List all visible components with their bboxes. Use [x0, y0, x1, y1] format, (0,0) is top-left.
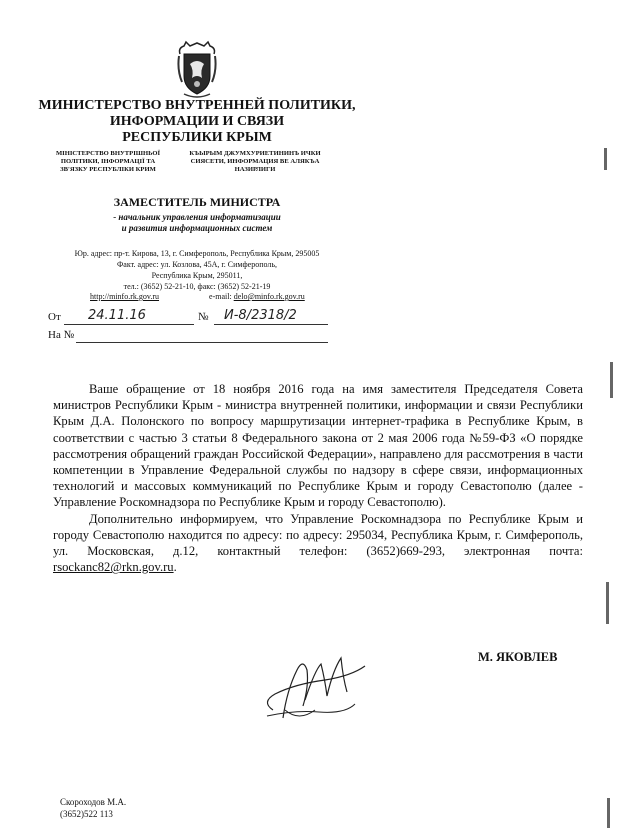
na-underline [76, 342, 328, 343]
address-line: Юр. адрес: пр-т. Кирова, 13, г. Симферополь, Республика Крым, 295005 [74, 249, 320, 258]
ministry-ua-line: ЗВ'ЯЗКУ РЕСПУБЛІКИ КРИМ [60, 166, 156, 173]
scan-margin-mark [606, 582, 609, 624]
ministry-crh-line: СИЯСЕТИ, ИНФОРМАЦИЯ ВЕ АЛЯКЪА [190, 158, 320, 165]
executor-info [60, 796, 126, 820]
ministry-ua-line: ПОЛІТИКИ, ІНФОРМАЦІЇ ТА [60, 158, 156, 165]
ministry-crh-line: КЪЫРЫМ ДЖУМХУРИЕТИНИНЪ ИЧКИ [189, 150, 321, 157]
signer-name: М. ЯКОВЛЕВ [478, 650, 558, 664]
body-paragraph-2-end: . [173, 560, 177, 575]
ministry-name-ukrainian [52, 150, 164, 174]
address-block [40, 248, 354, 292]
executor-name: Скороходов М.А. [60, 797, 127, 807]
address-line: Республика Крым, 295011, [151, 271, 243, 280]
address-line: тел.: (3652) 52-21-10, факс: (3652) 52-21-19 [123, 282, 271, 291]
date-underline [64, 324, 194, 325]
email-label: e-mail: [209, 292, 232, 301]
ministry-crh-line: НАЗИРЛИГИ [234, 166, 276, 173]
ministry-name-crimean-tatar [170, 150, 340, 174]
email-link[interactable]: delo@minfo.rk.gov.ru [233, 292, 305, 301]
number-underline [214, 324, 328, 325]
ministry-name [36, 98, 358, 146]
contact-links [90, 292, 350, 301]
address-line: Факт. адрес: ул. Козлова, 45А, г. Симферополь, [116, 260, 278, 269]
website-link[interactable]: http://minfo.rk.gov.ru [90, 292, 160, 301]
from-label: От [48, 311, 61, 323]
handwritten-number: И-8/2318/2 [224, 308, 297, 323]
coat-of-arms-emblem [176, 40, 218, 98]
rkn-email-link[interactable]: rsockanc82@rkn.gov.ru [53, 560, 174, 575]
na-label: На № [48, 329, 75, 341]
handwritten-date: 24.11.16 [88, 308, 146, 323]
position-title: ЗАМЕСТИТЕЛЬ МИНИСТРА [113, 195, 281, 209]
ministry-line: РЕСПУБЛИКИ КРЫМ [122, 130, 272, 145]
letter-body [53, 381, 583, 575]
body-paragraph-2-text: Дополнительно информируем, что Управление Роскомнадзора по Республике Крым и городу Севастополю находится по адресу: по адресу: 295034, Республика Крым, г. Симферополь, ул. Московская, д.12, контактный телефон: (3652)669-293, электронная почта: [53, 511, 583, 559]
scan-margin-mark [604, 148, 607, 170]
ministry-line: ИНФОРМАЦИИ И СВЯЗИ [109, 114, 285, 129]
body-paragraph-1: Ваше обращение от 18 ноября 2016 года на имя заместителя Председателя Совета министров Республики Крым - министра внутренней политики, информации и связи Республики Крым Д.А. Полонского по вопросу маршрутизации интернет-трафика в Республике Крым, в соответствии с частью 3 статьи 8 Федерального закона от 2 мая 2006 года №59-ФЗ «О порядке рассмотрения обращений граждан Российской Федерации», направлено для рассмотрения в части компетенции в Управление Федеральной службы по надзору в сфере связи, информационных технологий и массовых коммуникаций по Республике Крым и городу Севастополю (далее - Управление Роскомнадзора по Республике Крым и городу Севастополю). [53, 382, 583, 510]
body-paragraph-2 [53, 511, 583, 576]
ministry-ua-line: МІНІСТЕРСТВО ВНУТРІШНЬОЇ [55, 150, 161, 157]
scan-margin-mark [610, 362, 613, 398]
in-reply-to-row [48, 328, 348, 346]
executor-phone: (3652)522 113 [60, 809, 113, 819]
subtitle-line: - начальник управления информатизации [113, 212, 281, 222]
number-label: № [198, 311, 209, 323]
handwritten-signature [255, 640, 375, 725]
ministry-line: МИНИСТЕРСТВО ВНУТРЕННЕЙ ПОЛИТИКИ, [38, 98, 356, 113]
scan-margin-mark [607, 798, 610, 828]
reference-row [48, 308, 348, 328]
subtitle-line: и развития информационных систем [121, 223, 273, 233]
position-subtitle [60, 212, 334, 234]
